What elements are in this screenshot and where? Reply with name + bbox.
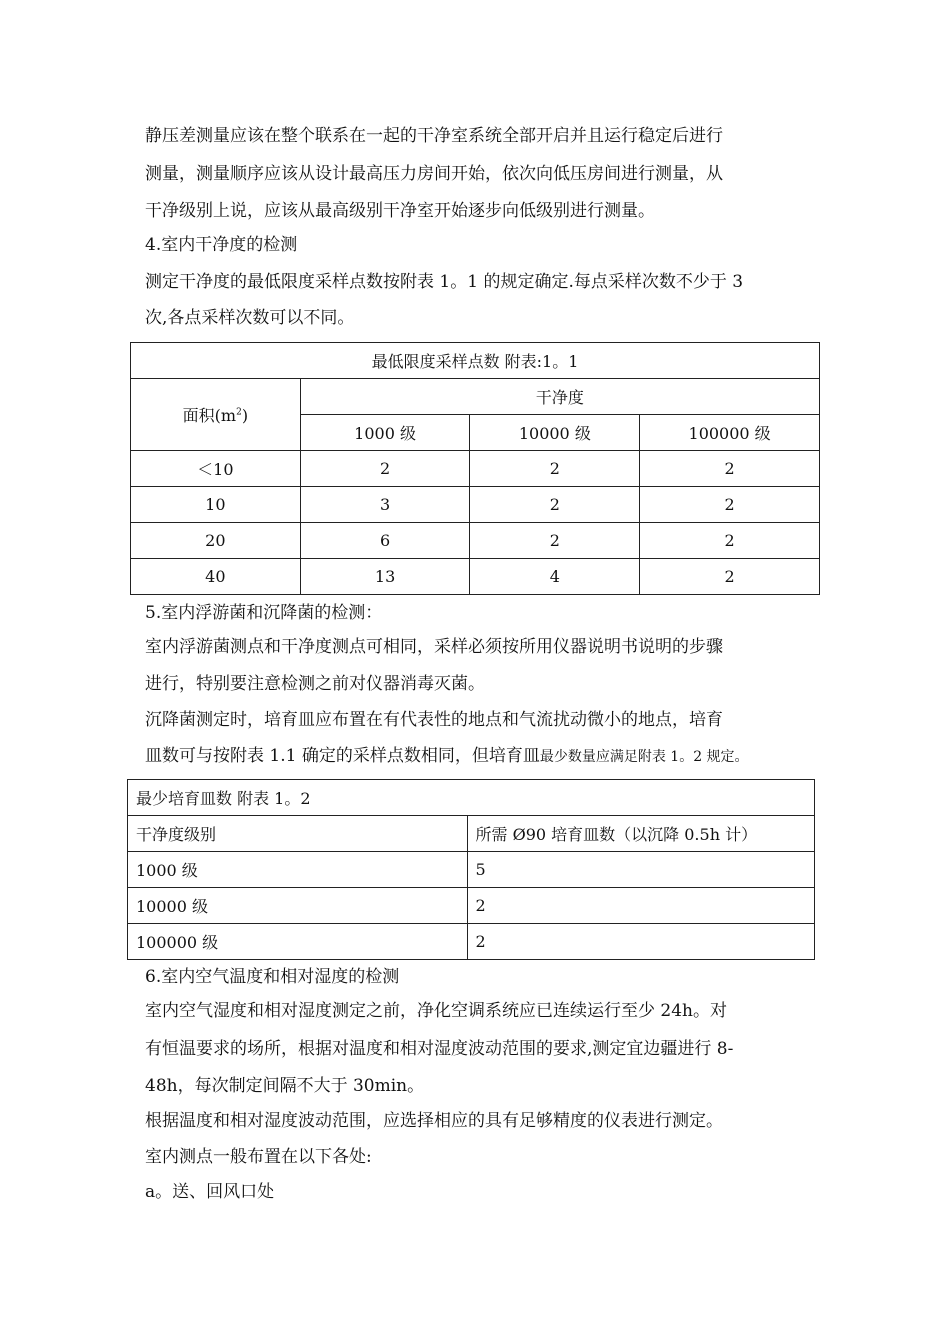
table-cell: 2 [640, 451, 820, 487]
paragraph-line: 室内测点一般布置在以下各处: [145, 1147, 372, 1167]
sampling-points-table [130, 342, 820, 595]
section-heading-6: 6.室内空气温度和相对湿度的检测 [145, 967, 400, 987]
table-cell: 2 [467, 924, 814, 960]
table-cell: 100000 级 [128, 924, 468, 960]
table-cell: 2 [470, 487, 640, 523]
cleanliness-header: 干净度 [300, 379, 819, 415]
table-row [131, 523, 820, 559]
list-item: a。送、回风口处 [145, 1182, 275, 1202]
table-row [131, 559, 820, 595]
table-cell: 10000 级 [128, 888, 468, 924]
table-title: 最低限度采样点数 附表:1。1 [131, 343, 820, 379]
table-cell: 40 [131, 559, 301, 595]
table-cell: 6 [300, 523, 470, 559]
paragraph-line: 干净级别上说，应该从最高级别干净室开始逐步向低级别进行测量。 [145, 201, 655, 221]
paragraph-line: 静压差测量应该在整个联系在一起的干净室系统全部开启并且运行稳定后进行 [145, 126, 723, 146]
paragraph-line: 室内浮游菌测点和干净度测点可相同，采样必须按所用仪器说明书说明的步骤 [145, 637, 723, 657]
table-cell: 10 [131, 487, 301, 523]
paragraph-line: 室内空气湿度和相对湿度测定之前，净化空调系统应已连续运行至少 24h。对 [145, 1001, 727, 1021]
class-header: 1000 级 [300, 415, 470, 451]
table-cell: 2 [467, 888, 814, 924]
paragraph-line: 根据温度和相对湿度波动范围，应选择相应的具有足够精度的仪表进行测定。 [145, 1111, 723, 1131]
paragraph-line: 沉降菌测定时，培育皿应布置在有代表性的地点和气流扰动微小的地点，培育 [145, 710, 723, 730]
class-header: 100000 级 [640, 415, 820, 451]
section-heading-5: 5.室内浮游菌和沉降菌的检测： [145, 603, 383, 623]
table-cell: 13 [300, 559, 470, 595]
paragraph-line: 测定干净度的最低限度采样点数按附表 1。1 的规定确定.每点采样次数不少于 3 [145, 272, 744, 292]
table-cell: ＜10 [131, 451, 301, 487]
table-cell: 2 [640, 559, 820, 595]
table-cell: 4 [470, 559, 640, 595]
paragraph-line: 次,各点采样次数可以不同。 [145, 308, 355, 328]
table-title: 最少培育皿数 附表 1。2 [128, 780, 815, 816]
table-cell: 2 [640, 523, 820, 559]
class-header: 10000 级 [470, 415, 640, 451]
table-cell: 2 [640, 487, 820, 523]
table-cell: 2 [470, 451, 640, 487]
table-cell: 1000 级 [128, 852, 468, 888]
table-cell: 2 [300, 451, 470, 487]
paragraph-line: 皿数可与按附表 1.1 确定的采样点数相同，但培育皿最少数量应满足附表 1。2 规定。 [145, 746, 749, 766]
culture-dish-table [127, 779, 815, 960]
table-row [128, 924, 815, 960]
section-heading-4: 4.室内干净度的检测 [145, 235, 298, 255]
column-header: 干净度级别 [128, 816, 468, 852]
table-cell: 2 [470, 523, 640, 559]
table-cell: 3 [300, 487, 470, 523]
table-row [128, 888, 815, 924]
table-row [128, 852, 815, 888]
table-row [131, 487, 820, 523]
table-cell: 5 [467, 852, 814, 888]
area-header: 面积$(m^2)$ [131, 379, 301, 451]
table-row [131, 451, 820, 487]
paragraph-line: 有恒温要求的场所，根据对温度和相对湿度波动范围的要求,测定宜边疆进行 8- [145, 1039, 734, 1059]
paragraph-line: 进行，特别要注意检测之前对仪器消毒灭菌。 [145, 674, 485, 694]
paragraph-line: 48h，每次制定间隔不大于 30min。 [145, 1076, 425, 1096]
column-header: 所需 Ø90 培育皿数（以沉降 0.5h 计） [467, 816, 814, 852]
table-cell: 20 [131, 523, 301, 559]
paragraph-line: 测量，测量顺序应该从设计最高压力房间开始，依次向低压房间进行测量，从 [145, 164, 723, 184]
